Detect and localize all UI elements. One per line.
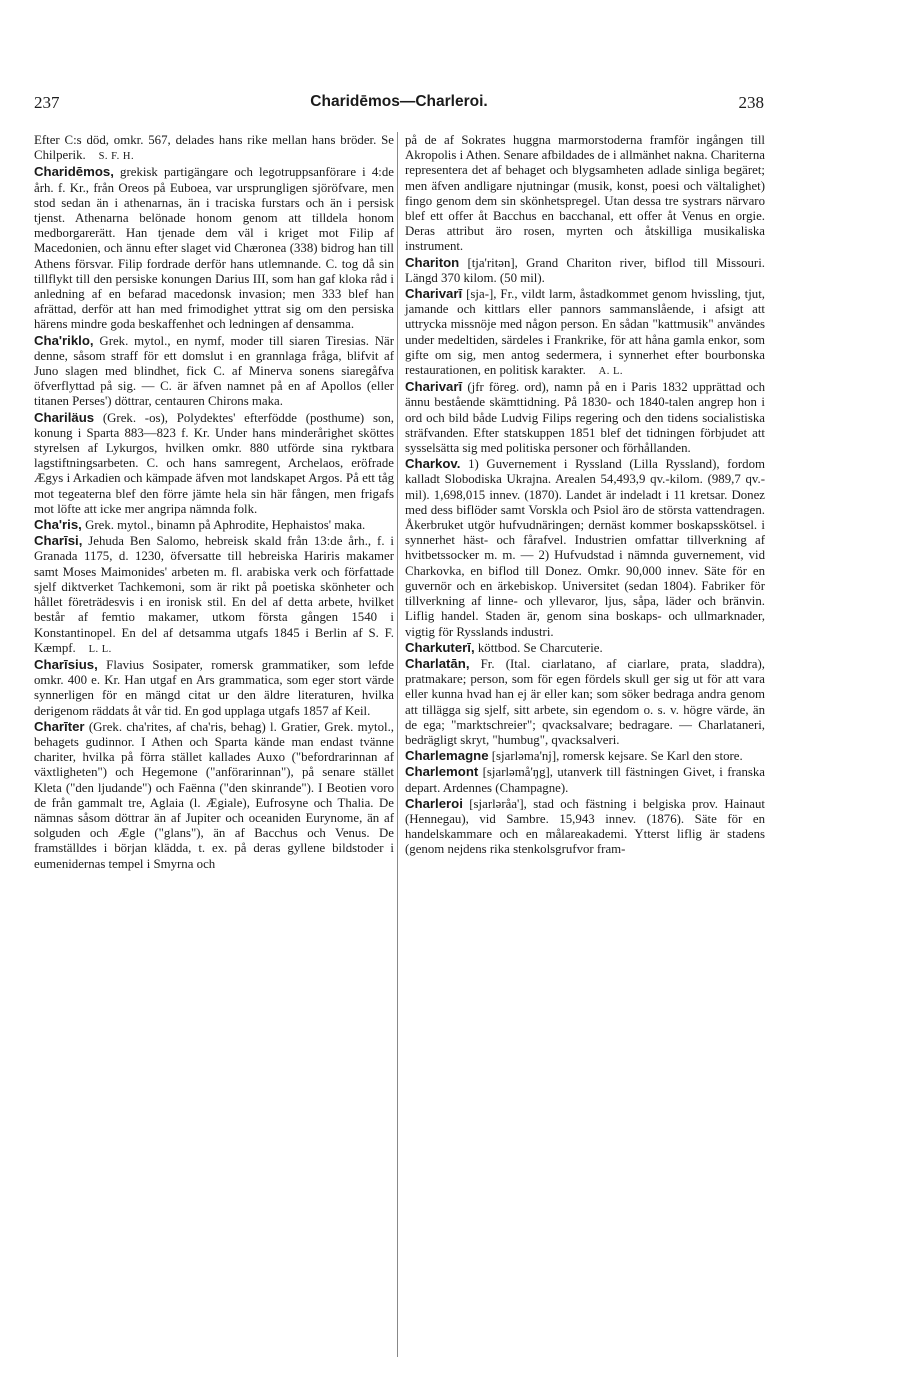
running-title: Charidēmos—Charleroi. [310, 93, 488, 110]
entry-headword: Charlemagne [405, 748, 489, 764]
entry-headword: Charlemont [405, 764, 479, 780]
dictionary-entry [405, 379, 765, 456]
entry-headword: Charīsi, [34, 533, 83, 549]
dictionary-entry [405, 133, 765, 255]
dictionary-entry [34, 517, 394, 533]
entry-text: Efter C:s död, omkr. 567, delades hans rike mellan hans bröder. Se Chilperik. [34, 133, 394, 163]
entry-text: [sjarləråa'], stad och fästning i belgiska prov. Hainaut (Hennegau), vid Sambre. 15,943 innev. (1876). Säte för en handelskammare och en målareakademi. Ytterst liflig är stadens (genom nejdens rika stenkolsgrufvor fram- [405, 796, 765, 857]
entry-headword: Charīsius, [34, 656, 98, 672]
entry-headword: Charivarī [405, 379, 463, 395]
author-signature: A. L. [598, 366, 624, 378]
entry-headword: Charivarī [405, 286, 463, 302]
entry-text: (Grek. -os), Polydektes' efterfödde (posthume) son, konung i Sparta 883—823 f. Kr. Under hans minderårighet sköttes styrelsen af Lykurgos, hvilken omkr. 880 utförde sina ryktbara lagstiftningsarbeten. C. och hans samregent, Archelaos, eröfrade Ægys i Arkadien och kämpade äfven mot landskapet Argos. På ett tåg mot tegeaterna blef den förre jämte hela sin här fången, men frigafs mot löfte att icke mer angripa nämnda folk. [34, 410, 394, 516]
dictionary-entry [34, 333, 394, 410]
entry-text: [sjarləmå'ŋg], utanverk till fästningen Givet, i franska depart. Ardennes (Champagne). [405, 765, 765, 795]
entry-headword: Charidēmos, [34, 164, 114, 180]
dictionary-entry [405, 456, 765, 639]
entry-text: Grek. mytol., binamn på Aphrodite, Hephaistos' maka. [85, 518, 366, 533]
dictionary-entry [405, 656, 765, 748]
entry-headword: Chariton [405, 254, 460, 270]
entry-text: [sjarləma'nj], romersk kejsare. Se Karl den store. [491, 749, 743, 764]
dictionary-entry [405, 286, 765, 379]
entry-headword: Charkuterī, [405, 639, 475, 655]
entry-headword: Charkov. [405, 456, 461, 472]
entry-text: Jehuda Ben Salomo, hebreisk skald från 13:de årh., f. i Granada 1175, d. 1230, öfversatte till hebreiska Hariris makamer samt Moses Maimonides' arbeten m. fl. arabiska verk och författade sjelf diktverket Tachkemoni, som är rikt på poetiska skönheter och hållet företrädesvis i en ironisk stil. En del af detta arbete, hvilket består af femtio makamer, utkom första gången 1540 i Konstantinopel. En del af detsamma utgafs 1845 i Berlin af S. F. Kæmpf. [34, 534, 395, 655]
entry-text: Grek. mytol., en nymf, moder till siaren Tiresias. När denne, såsom straff för ett domslut i en grannlaga fråga, blifvit af Juno slagen med blindhet, fick C. af Minerva sonens siaregåfva öfverflyttad på sig. — C. är äfven namnet på en af Apollos (eller titanen Perses') döttrar, centauren Chirons maka. [34, 333, 394, 409]
author-signature: S. F. H. [98, 151, 135, 163]
entry-text: (Grek. cha'rites, af cha'ris, behag) l. Gratier, Grek. mytol., behagets gudinnor. I Athen och Sparta kände man endast tvänne chariter, hvilka på förra stället kallades Auxo ("befordrarinnan af växtligheten") och Hegemone ("anförarinnan"), på senare stället Kleta ("den ljudande") och Faënna ("den skinrande"). I Beotien voro de från gammalt tre, Aglaia (l. Ægiale), Eufrosyne och Thalia. De nämnas såsom döttrar än af Jupiter och oceaniden Eurynome, än af solguden och Ægle ("glans"), än af Bacchus och Venus. De framställdes i början klädda, t. ex. på deras gyllene bildstoder i eumenidernas tempel i Smyrna och [34, 719, 394, 871]
entry-text: Flavius Sosipater, romersk grammatiker, som lefde omkr. 400 e. Kr. Han utgaf en Ars grammatica, som eger stort värde synnerligen för en mängd citat ur den äldre literaturen, hvilka derigenom räddats åt vår tid. En god upplaga utgafs 1857 af Keil. [34, 657, 394, 718]
author-signature: L. L. [88, 643, 112, 655]
page-number-right: 238 [738, 93, 764, 112]
page-header [34, 93, 764, 119]
dictionary-entry [34, 410, 394, 517]
entry-text: grekisk partigängare och legotruppsanförare i 4:de årh. f. Kr., från Oreos på Euboea, var ursprungligen sjöröfvare, men stod sedan än i athenarnas, än i traciska furstars och än i persisk tjenst. Athenarna belönade honom genom att tilldela honom medborgarerätt. Han tjenade dem väl i kriget mot Filip af Macedonien, och ännu efter slaget vid Chæronea (338) bidrog han till Athens försvar. Filip fordrade derför hans utlemnande. C. tog då sin tillflykt till den persiske konungen Darius III, som han gaf kloka råd i anledning af en befarad macedonsk invasion; men 333 blef han afrättad, derför att han med frimodighet yttrat sig om den persiska härens mindre goda beskaffenhet och ledningen af densamma. [34, 165, 394, 332]
dictionary-entry [405, 640, 765, 656]
dictionary-entry [34, 657, 394, 719]
dictionary-entry [405, 764, 765, 795]
entry-text: (jfr föreg. ord), namn på en i Paris 1832 upprättad och ännu bestående skämttidning. På 1830- och 1840-talen angrep hon i ord och bild både Ludvig Filips regering och den tidens socialistiska sträfvanden. Efter statskuppen 1851 blef det tidningen förbjudet att sysselsätta sig med politiska personer och förhållanden. [405, 380, 765, 456]
entry-headword: Charīter [34, 718, 85, 734]
dictionary-entry [34, 164, 394, 332]
dictionary-entry [34, 719, 394, 872]
dictionary-entry [34, 533, 394, 657]
dictionary-entry [405, 796, 765, 858]
entry-headword: Charlatān, [405, 655, 470, 671]
right-column [405, 133, 765, 858]
entry-text: på de af Sokrates huggna marmorstoderna framför ingången till Akropolis i Athen. Senare afbildades de i allmänhet nakna. Chariterna representera det af behaget och blygsamheten adlade sinliga begäret; men äfven andligare njutningar (musik, konst, poesi och vältalighet) fingo genom dem sin skönhetspregel. Utan dessa tre systrars närvaro blef ett offer åt Bacchus en bacchanal, ett offer åt Venus en orgie. Deras attribut äro rosen, myrten och åtskilliga musikaliska instrument. [405, 133, 765, 254]
entry-text: [tja'ritən], Grand Chariton river, biflod till Missouri. Längd 370 kilom. (50 mil). [405, 255, 765, 285]
dictionary-entry [405, 255, 765, 286]
dictionary-entry [405, 748, 765, 764]
entry-text: [sja-], Fr., vildt larm, åstadkommet genom hvissling, tjut, jamande och kittlars eller pannors sammanslående, i afsigt att uttrycka missnöje med någon person. En sådan "kattmusik" användes under medeltiden, särdeles i Frankrike, för att håna gamla enkor, som gifte om sig, men antog sedermera, i synnerhet efter bourbonska restaurationen, en politisk karakter. [405, 287, 765, 378]
entry-headword: Cha'riklo, [34, 332, 94, 348]
entry-text: köttbod. Se Charcuterie. [477, 640, 603, 655]
entry-headword: Chariläus [34, 409, 95, 425]
entry-text: 1) Guvernement i Ryssland (Lilla Ryssland), fordom kalladt Slobodiska Ukrajna. Arealen 54,493,9 qv.-kilom. (989,7 qv.-mil). 1,698,015 innev. (1870). Landet är indeladt i 11 kretsar. Donez med dess biflöder samt Vorskla och Psiol äro de största vattendragen. Åkerbruket utgör hufvudnäringen; dernäst kommer boskapsskötsel. i synnerhet häst- och fårafvel. Industrien omfattar tillverkning af hvitbetssocker m. m. — 2) Hufvudstad i nämnda guvernement, vid Charkovka, en biflod till Donez. Omkr. 90,000 innev. Säte för en guvernör och en ärkebiskop. Universitet (sedan 1804). Fabriker för tillverkning af linne- och yllevaror, ljus, såpa, läder och bränvin. Liflig handel. Staden är, genom sina boskaps- och ullmarknader, vigtig för Rysslands industri. [405, 457, 765, 639]
entry-headword: Cha'ris, [34, 517, 82, 533]
entry-text: Fr. (Ital. ciarlatano, af ciarlare, prata, sladdra), pratmakare; person, som för egen fördels skull ger sig ut för att vara eller kunna hvad han ej är eller kan; som söker bedraga andra genom att tillägga sig sjelf, sitt arbete, sin egendom o. s. v. högre värde, än de ega; "marktschreier"; qvacksalvare; bedragare. — Charlataneri, bedrägligt skryt, "humbug", qvacksalveri. [405, 656, 765, 747]
column-divider [397, 132, 398, 1357]
dictionary-entry [34, 133, 394, 164]
page-number-left: 237 [34, 93, 60, 112]
left-column [34, 133, 394, 872]
entry-headword: Charleroi [405, 795, 463, 811]
